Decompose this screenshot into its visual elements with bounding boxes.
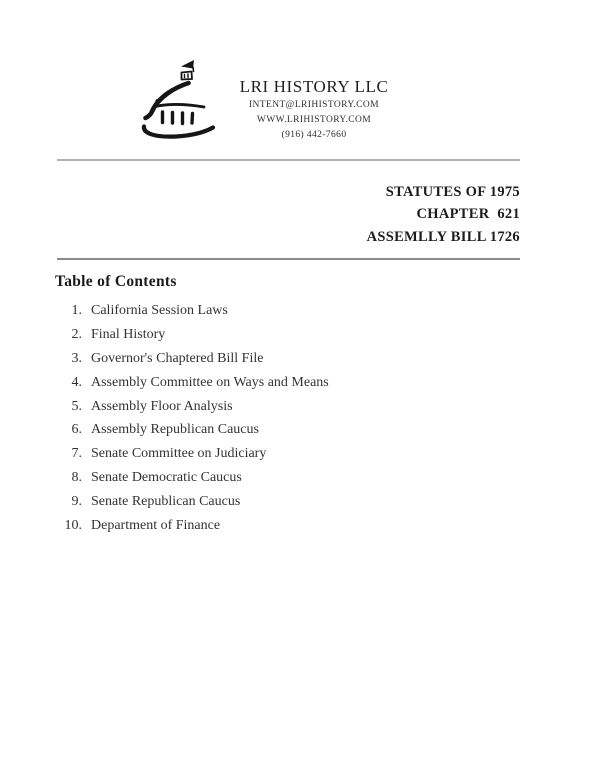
toc-item-number: 5. bbox=[71, 398, 82, 414]
toc-item-label: Final History bbox=[91, 326, 166, 342]
toc-item bbox=[55, 303, 329, 327]
capitol-dome-logo bbox=[136, 54, 228, 144]
toc-item bbox=[55, 470, 329, 494]
toc-item-label: Senate Republican Caucus bbox=[91, 494, 241, 510]
toc-item bbox=[55, 375, 329, 399]
toc-item-number: 10. bbox=[64, 518, 82, 534]
toc-item bbox=[55, 399, 329, 423]
toc-item-number: 1. bbox=[71, 303, 82, 318]
company-name: LRI HISTORY LLC bbox=[239, 77, 389, 96]
letterhead bbox=[220, 76, 408, 142]
toc-item bbox=[55, 327, 329, 351]
toc-item bbox=[55, 422, 329, 446]
case-info-block bbox=[367, 181, 520, 248]
toc-item bbox=[55, 518, 329, 542]
toc-list bbox=[55, 303, 329, 542]
toc-item-label: California Session Laws bbox=[91, 303, 228, 318]
toc-item-label: Assembly Republican Caucus bbox=[91, 422, 259, 438]
toc-item-label: Assembly Floor Analysis bbox=[91, 398, 233, 414]
toc-item-number: 7. bbox=[71, 446, 82, 462]
toc-item bbox=[55, 494, 329, 518]
assembly-bill-line: ASSEMLLY BILL 1726 bbox=[366, 228, 520, 245]
toc-item-number: 6. bbox=[71, 422, 82, 438]
capitol-dome-icon bbox=[136, 54, 228, 144]
toc-item-number: 9. bbox=[71, 494, 82, 510]
toc-item-label: Senate Committee on Judiciary bbox=[91, 446, 267, 462]
toc-item-number: 8. bbox=[71, 470, 82, 486]
toc-item bbox=[55, 351, 329, 375]
toc-item-number: 4. bbox=[71, 374, 82, 390]
company-email: INTENT@LRIHISTORY.COM bbox=[248, 100, 379, 110]
company-website: WWW.LRIHISTORY.COM bbox=[256, 114, 372, 125]
toc-heading: Table of Contents bbox=[55, 273, 177, 290]
company-phone: (916) 442-7660 bbox=[281, 129, 347, 140]
toc-item-label: Senate Democratic Caucus bbox=[91, 470, 242, 486]
divider-middle bbox=[57, 258, 520, 260]
divider-top bbox=[57, 159, 520, 161]
toc-item-label: Assembly Committee on Ways and Means bbox=[91, 374, 329, 390]
toc-item-number: 3. bbox=[71, 350, 82, 366]
statutes-line: STATUTES OF 1975 bbox=[385, 184, 520, 200]
toc-item-label: Department of Finance bbox=[91, 518, 221, 534]
toc-item-label: Governor's Chaptered Bill File bbox=[91, 350, 264, 366]
toc-item bbox=[55, 446, 329, 470]
chapter-line: CHAPTER 621 bbox=[416, 206, 520, 223]
toc-item-number: 2. bbox=[71, 326, 82, 342]
